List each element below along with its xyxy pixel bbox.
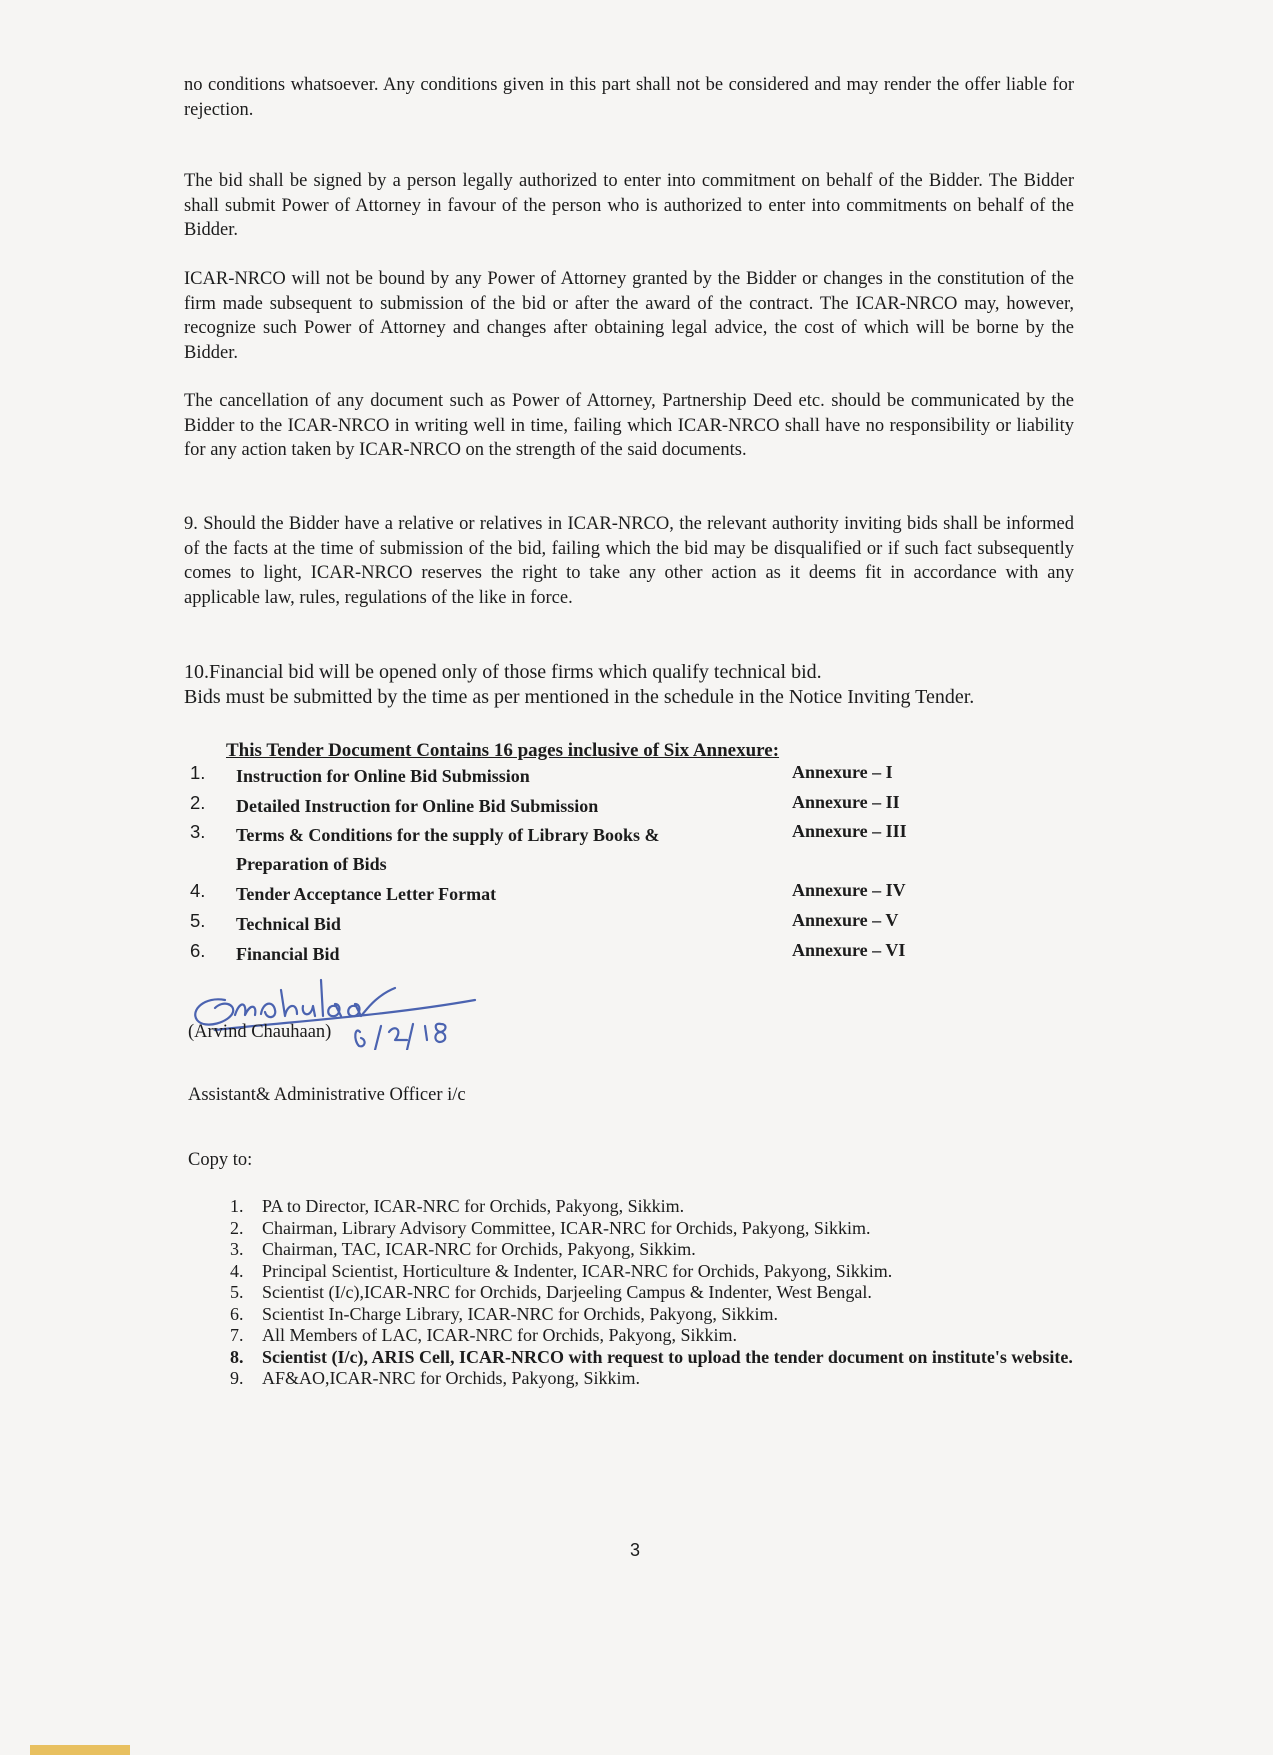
annexure-ref: Annexure – V	[792, 910, 899, 930]
annexure-row	[190, 762, 950, 790]
paragraph-relatives: 9. Should the Bidder have a relative or relatives in ICAR-NRCO, the relevant authority inviting bids shall be informed of the facts at the time of submission of the bid, failing which the bid may be disqualified or if such fact subsequently comes to light, ICAR-NRCO reserves the right to take any other action as it deems fit in accordance with any applicable law, rules, regulations of the like in force.	[184, 514, 1074, 608]
annexure-title: Financial Bid	[236, 944, 340, 964]
annexure-number: 2.	[190, 792, 206, 813]
annexure-title: Detailed Instruction for Online Bid Submission	[236, 796, 599, 816]
paragraph-conditions: no conditions whatsoever. Any conditions given in this part shall not be considered and may render the offer liable for rejection.	[184, 75, 1074, 120]
annexure-title: Tender Acceptance Letter Format	[236, 884, 497, 904]
list-item: 6. Scientist In-Charge Library, ICAR-NRC for Orchids, Pakyong, Sikkim.	[230, 1303, 778, 1324]
annexure-ref: Annexure – IV	[792, 880, 906, 900]
scan-edge-mark	[30, 1745, 130, 1755]
annexure-number: 6.	[190, 940, 206, 961]
list-item: 3. Chairman, TAC, ICAR-NRC for Orchids, Pakyong, Sikkim.	[230, 1239, 696, 1259]
annexure-row	[190, 792, 950, 820]
paragraph-power-of-attorney: ICAR-NRCO will not be bound by any Power of Attorney granted by the Bidder or changes in the constitution of the firm made subsequent to submission of the bid or after the award of the contract. The ICAR-NRCO may, however, recognize such Power of Attorney and changes after obtaining legal advice, the cost of which will be borne by the Bidder.	[184, 269, 1074, 363]
annexure-ref: Annexure – VI	[792, 940, 906, 960]
paragraph-cancellation: The cancellation of any document such as Power of Attorney, Partnership Deed etc. should be communicated by the Bidder to the ICAR-NRCO in writing well in time, failing which ICAR-NRCO shall have no responsibility or liability for any action taken by ICAR-NRCO on the strength of the said documents.	[184, 391, 1074, 460]
annexure-number: 1.	[190, 762, 206, 783]
signatory-designation: Assistant& Administrative Officer i/c	[188, 1085, 466, 1105]
list-item: 2. Chairman, Library Advisory Committee, ICAR-NRC for Orchids, Pakyong, Sikkim.	[230, 1217, 871, 1238]
annexure-number: 4.	[190, 880, 206, 901]
annexure-row	[190, 910, 950, 938]
list-item: 7. All Members of LAC, ICAR-NRC for Orchids, Pakyong, Sikkim.	[230, 1325, 737, 1345]
annexure-row	[190, 821, 950, 874]
list-item: 4. Principal Scientist, Horticulture & Indenter, ICAR-NRC for Orchids, Pakyong, Sikkim.	[230, 1260, 893, 1281]
annexure-ref: Annexure – II	[792, 792, 900, 812]
copy-to-label: Copy to:	[188, 1150, 253, 1170]
annexure-heading: This Tender Document Contains 16 pages inclusive of Six Annexure:	[226, 740, 780, 761]
copy-to-list	[230, 1196, 1090, 1390]
paragraph-financial-bid: 10.Financial bid will be opened only of those firms which qualify technical bid.	[184, 661, 822, 683]
annexure-ref: Annexure – III	[792, 821, 907, 841]
annexure-number: 3.	[190, 821, 206, 842]
annexure-row	[190, 880, 950, 908]
signatory-name: (Arvind Chauhaan)	[188, 1022, 332, 1042]
paragraph-bid-signing: The bid shall be signed by a person legally authorized to enter into commitment on behalf of the Bidder. The Bidder shall submit Power of Attorney in favour of the person who is authorized to enter into commitments on behalf of the Bidder.	[184, 171, 1074, 240]
list-item: 9. AF&AO,ICAR-NRC for Orchids, Pakyong, Sikkim.	[230, 1368, 641, 1388]
page-number: 3	[630, 1540, 641, 1560]
annexure-number: 5.	[190, 910, 206, 931]
annexure-title: Technical Bid	[236, 914, 341, 934]
annexure-title: Terms & Conditions for the supply of Library Books & Preparation of Bids	[236, 825, 660, 874]
list-item: 8. Scientist (I/c), ARIS Cell, ICAR-NRCO with request to upload the tender document on institute's website.	[230, 1346, 1073, 1367]
list-item: 1. PA to Director, ICAR-NRC for Orchids, Pakyong, Sikkim.	[230, 1196, 685, 1216]
annexure-title: Instruction for Online Bid Submission	[236, 766, 530, 786]
list-item: 5. Scientist (I/c),ICAR-NRC for Orchids, Darjeeling Campus & Indenter, West Bengal.	[230, 1282, 872, 1302]
paragraph-submission-time: Bids must be submitted by the time as per mentioned in the schedule in the Notice Inviting Tender.	[184, 686, 975, 708]
annexure-ref: Annexure – I	[792, 762, 893, 782]
